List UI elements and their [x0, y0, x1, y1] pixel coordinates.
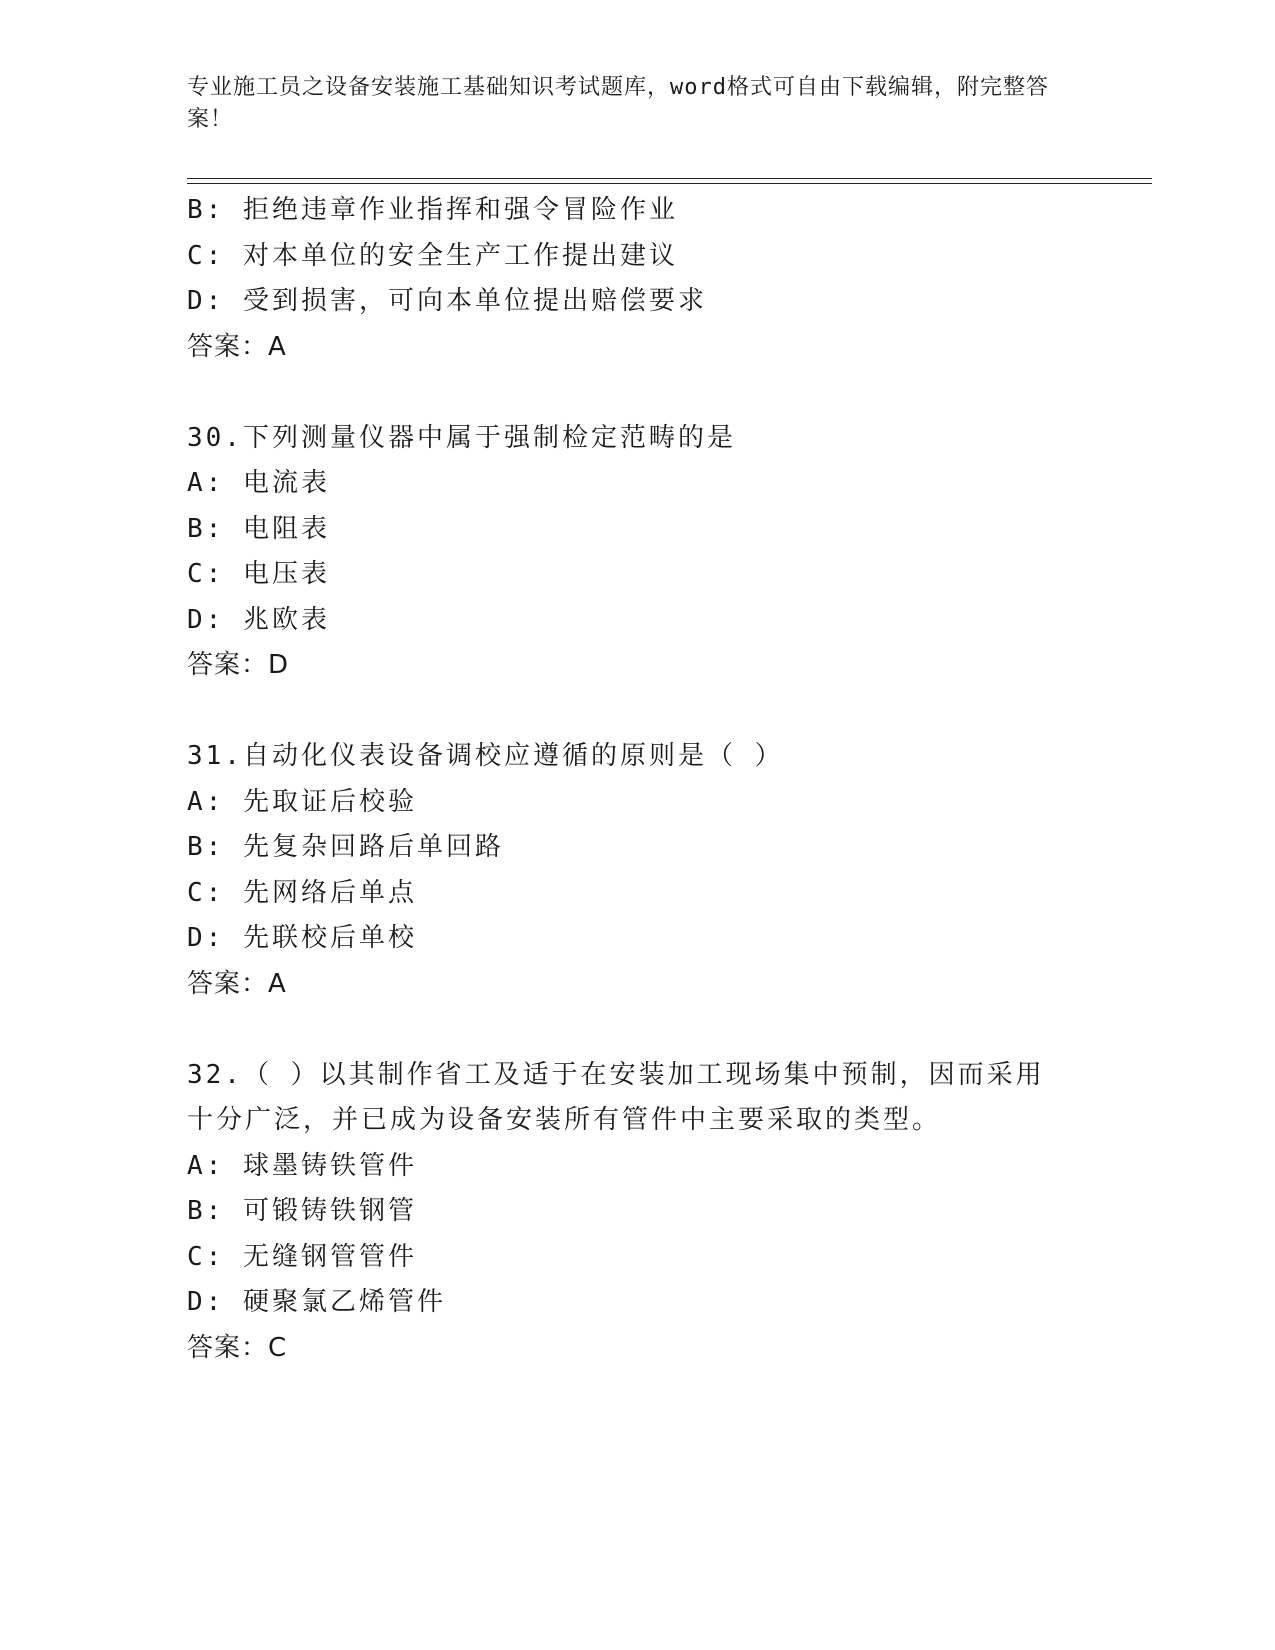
- option-c: C: 无缝钢管管件: [187, 1241, 417, 1272]
- question-31: [187, 734, 1067, 1007]
- answer-line: 答案：C: [187, 1332, 288, 1363]
- option-a: A: 先取证后校验: [187, 786, 417, 817]
- option-d: D: 受到损害，可向本单位提出赔偿要求: [187, 286, 707, 316]
- option-d: D: 硬聚氯乙烯管件: [187, 1287, 446, 1317]
- option-a: A: 球墨铸铁管件: [187, 1150, 417, 1181]
- option-b: B: 拒绝违章作业指挥和强令冒险作业: [187, 195, 678, 225]
- document-header: 专业施工员之设备安装施工基础知识考试题库，word格式可自由下载编辑，附完整答案！: [187, 75, 1049, 132]
- option-c: C: 对本单位的安全生产工作提出建议: [187, 240, 678, 271]
- option-b: B: 可锻铸铁钢管: [187, 1196, 417, 1226]
- option-a: A: 电流表: [187, 468, 330, 498]
- question-stem: 32.（ ）以其制作省工及适于在安装加工现场集中预制，因而采用十分广泛，并已成为设备安装所有管件中主要采取的类型。: [187, 1059, 1045, 1135]
- option-b: B: 先复杂回路后单回路: [187, 832, 504, 862]
- answer-line: 答案：A: [187, 331, 287, 362]
- answer-line: 答案：A: [187, 968, 287, 999]
- option-b: B: 电阻表: [187, 513, 330, 544]
- option-d: D: 兆欧表: [187, 604, 330, 635]
- option-c: C: 电压表: [187, 559, 330, 589]
- spacer: [187, 1007, 1067, 1053]
- spacer: [187, 689, 1067, 735]
- question-29-partial: [187, 188, 1067, 370]
- question-stem: 30.下列测量仪器中属于强制检定范畴的是: [187, 422, 736, 453]
- header-divider-bottom: [187, 183, 1152, 184]
- question-stem: 31.自动化仪表设备调校应遵循的原则是（ ）: [187, 741, 784, 771]
- option-c: C: 先网络后单点: [187, 877, 417, 908]
- spacer: [187, 370, 1067, 416]
- option-d: D: 先联校后单校: [187, 923, 417, 953]
- question-list: [187, 188, 1067, 1371]
- answer-line: 答案：D: [187, 650, 290, 680]
- question-32: [187, 1053, 1067, 1372]
- question-30: [187, 416, 1067, 689]
- header-divider-top: [187, 178, 1152, 179]
